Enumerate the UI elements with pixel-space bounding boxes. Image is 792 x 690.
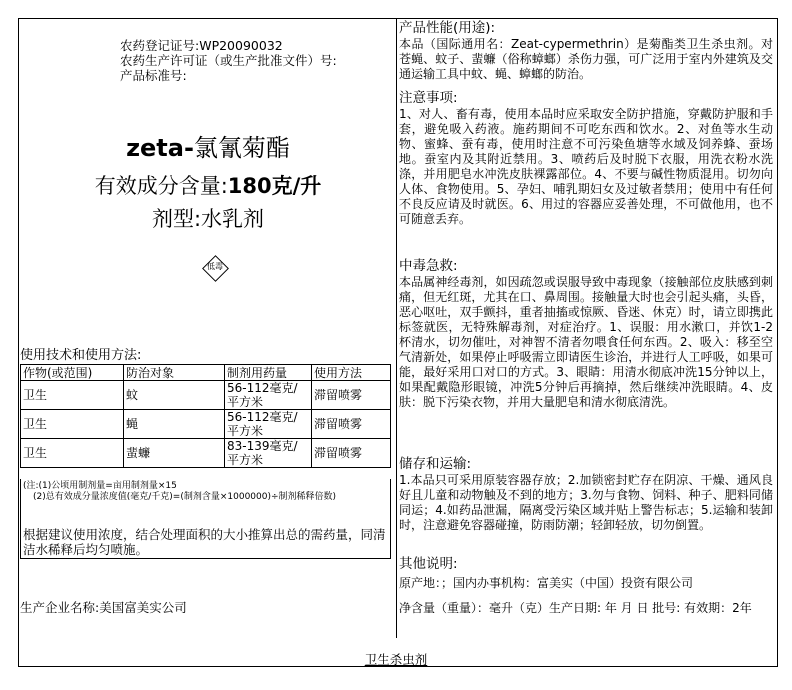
toxicity-text: 低毒 — [207, 262, 223, 271]
usage-notes — [23, 481, 388, 503]
table-cell: 卫生 — [21, 439, 124, 468]
table-cell: 滞留喷雾 — [312, 439, 391, 468]
table-cell: 56-112毫克/平方米 — [225, 410, 312, 439]
product-standard: 产品标准号: — [120, 68, 187, 83]
usage-note-1: (注:(1)公顷用制剂量=亩用制剂量×15 — [23, 481, 177, 491]
content-value: 180克/升 — [227, 174, 322, 198]
first-aid-text: 本品属神经毒剂，如因疏忽或误服导致中毒现象（接触部位皮肤感到刺痛，但无红斑，尤其在口、鼻周围。接触量大时也会引起头痛，头昏，恶心呕吐，双手颤抖，重者抽搐或惊厥、昏迷、休克）时，请立即携此标签就医，无特殊解毒剂，对症治疗。1、误服：用水漱口，并饮1-2杯清水，切勿催吐，对神智不清者勿喂食任何东西。2、吸入：移至空气清新处，如果停止呼吸需立即请医生诊治，并进行人工呼吸，如果可能，最好采用口对口的方式。3、眼睛：用清水彻底冲洗15分钟以上，如果配戴隐形眼镜，冲洗5分钟后再摘掉，然后继续冲洗眼睛。4、皮肤：脱下污染衣物，并用大量肥皂和清水彻底清洗。 — [399, 275, 773, 409]
table-row — [21, 381, 391, 410]
first-aid-section — [399, 258, 773, 410]
low-toxicity-icon — [203, 256, 227, 280]
storage-heading: 储存和运输: — [399, 456, 472, 472]
net-content-text: 净含量（重量）：毫升（克）生产日期: 年 月 日 批号: 有效期：2年 — [399, 601, 752, 615]
other-section — [399, 556, 773, 616]
active-content — [20, 170, 396, 200]
table-cell: 蜚蠊 — [124, 439, 225, 468]
table-row — [21, 410, 391, 439]
usage-notes-box — [20, 479, 391, 559]
performance-text: 本品（国际通用名：Zeat-cypermethrin）是菊酯类卫生杀虫剂。对苍蝇、蚊子、蜚蠊（俗称蟑螂）杀伤力强，可广泛用于室内外建筑及交通运输工具中蚊、蝇、蟑螂的防治。 — [399, 37, 773, 81]
table-cell: 蝇 — [124, 410, 225, 439]
column-header: 制剂用药量 — [225, 365, 312, 381]
caution-text: 1、对人、畜有毒，使用本品时应采取安全防护措施，穿戴防护服和手套，避免吸入药液。施药期间不可吃东西和饮水。2、对鱼等水生动物、蜜蜂、蚕有毒，使用时注意不可污染鱼塘等水域及饲养蜂、蚕场地。蚕室内及其附近禁用。3、喷药后及时脱下衣服，用洗衣粉水洗涤，并用肥皂水冲洗皮肤裸露部位。4、不要与碱性物质混用。切勿向人体、食物使用。5、孕妇、哺乳期妇女及过敏者禁用；使用中有任何不良反应请及时就医。6、用过的容器应妥善处理，不可做他用，也不可随意丢弃。 — [399, 107, 773, 226]
table-cell: 蚊 — [124, 381, 225, 410]
column-header: 作物(或范围) — [21, 365, 124, 381]
table-row — [21, 439, 391, 468]
product-name — [20, 128, 396, 163]
usage-heading: 使用技术和使用方法: — [20, 348, 142, 363]
registration-block — [120, 38, 337, 83]
other-heading: 其他说明: — [399, 556, 458, 572]
usage-table — [20, 364, 391, 468]
footer — [0, 650, 792, 668]
table-cell: 滞留喷雾 — [312, 381, 391, 410]
column-header: 使用方法 — [312, 365, 391, 381]
performance-section — [399, 20, 773, 82]
table-cell: 卫生 — [21, 410, 124, 439]
caution-heading: 注意事项: — [399, 90, 458, 106]
table-cell: 83-139毫克/平方米 — [225, 439, 312, 468]
table-cell: 卫生 — [21, 381, 124, 410]
caution-section — [399, 90, 773, 227]
table-cell: 56-112毫克/平方米 — [225, 381, 312, 410]
formulation: 剂型:水乳剂 — [151, 207, 265, 231]
product-name-rest: 氯氰菊酯 — [193, 134, 290, 162]
right-column — [397, 18, 777, 665]
table-cell: 滞留喷雾 — [312, 410, 391, 439]
storage-section — [399, 456, 773, 533]
left-column — [20, 18, 396, 665]
column-header: 防治对象 — [124, 365, 225, 381]
product-name-prefix: zeta- — [126, 134, 194, 162]
usage-note-2: (2)总有效成分量浓度值(毫克/千克)=(制剂含量×1000000)÷制剂稀释倍数) — [33, 492, 337, 502]
production-license: 农药生产许可证（或生产批准文件）号: — [120, 53, 337, 68]
manufacturer: 生产企业名称:美国富美实公司 — [20, 600, 187, 615]
table-header-row — [21, 365, 391, 381]
origin-text: 原产地：；国内办事机构：富美实（中国）投资有限公司 — [399, 576, 694, 590]
first-aid-heading: 中毒急救: — [399, 258, 458, 274]
footer-category: 卫生杀虫剂 — [364, 652, 428, 667]
usage-advice: 根据建议使用浓度，结合处理面积的大小推算出总的需药量，同清洁水稀释后均匀喷施。 — [23, 527, 386, 557]
registration-number: 农药登记证号:WP20090032 — [120, 38, 283, 53]
storage-text: 1.本品只可采用原装容器存放；2.加锁密封贮存在阴凉、干燥、通风良好且儿童和动物触及不到的地方；3.勿与食物、饲料、种子、肥料同储同运；4.如药品泄漏，隔离受污染区域并贴上警告标志；5.运输和装卸时，注意避免容器碰撞，防雨防潮；轻卸轻放，切勿倒置。 — [399, 473, 773, 532]
content-label: 有效成分含量: — [94, 174, 228, 198]
performance-heading: 产品性能(用途): — [399, 20, 496, 36]
